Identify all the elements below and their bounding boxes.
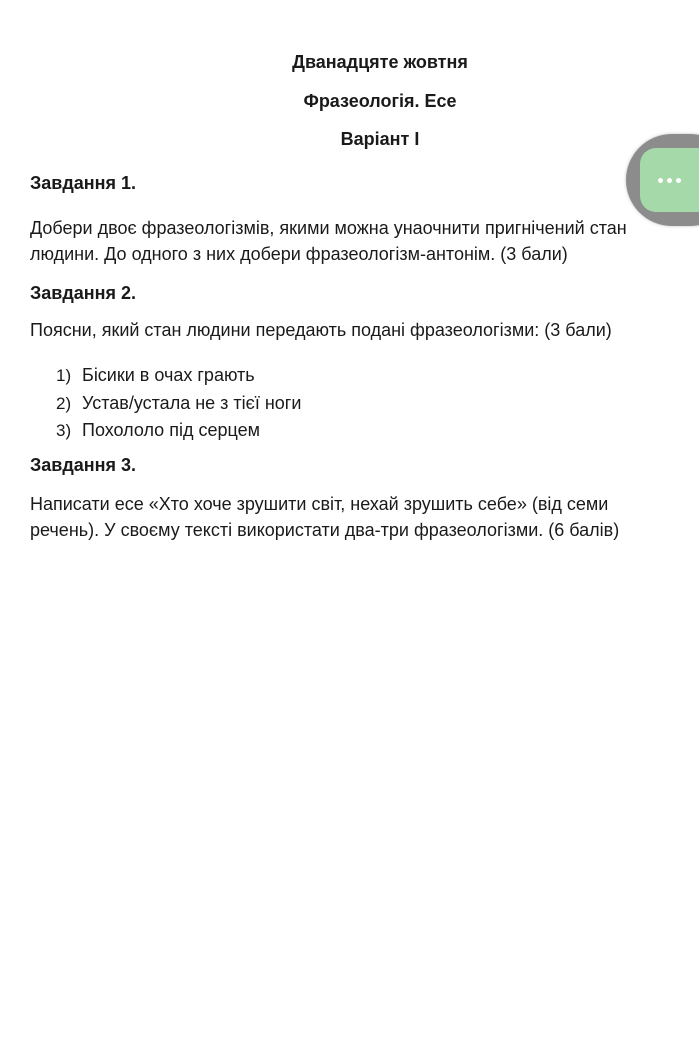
task-3-line-1: Написати есе «Хто хоче зрушити світ, нехай зрушить себе» (від семи	[30, 494, 609, 514]
task-2-heading: Завдання 2.	[30, 283, 137, 303]
list-item-number: 2)	[56, 393, 72, 413]
floating-menu-button[interactable]	[640, 148, 699, 212]
task-1-heading: Завдання 1.	[30, 173, 137, 193]
phraseology-list	[56, 362, 301, 445]
topic-title: Фразеологія. Есе	[303, 91, 457, 111]
task-3-line-2: речень). У своєму тексті використати два-три фразеологізми. (6 балів)	[30, 520, 620, 540]
task-2-line-1: Поясни, який стан людини передають подані фразеологізми: (3 бали)	[30, 320, 612, 340]
task-1-line-2: людини. До одного з них добери фразеологізм-антонім. (3 бали)	[30, 244, 568, 264]
task-1-line-1: Добери двоє фразеологізмів, якими можна унаочнити пригнічений стан	[30, 218, 627, 238]
more-dots-icon	[658, 178, 663, 183]
list-item-number: 3)	[56, 421, 72, 440]
variant-title: Варіант І	[340, 129, 420, 149]
list-item	[56, 362, 301, 390]
list-item-text: Бісики в очах грають	[82, 365, 255, 385]
more-dots-icon	[667, 178, 672, 183]
date-title: Дванадцяте жовтня	[292, 52, 468, 72]
list-item	[56, 417, 301, 445]
more-dots-icon	[676, 178, 681, 183]
task-3-heading: Завдання 3.	[30, 455, 137, 475]
list-item	[56, 390, 301, 418]
list-item-text: Похололо під серцем	[82, 420, 260, 440]
list-item-text: Устав/устала не з тієї ноги	[82, 392, 302, 413]
list-item-number: 1)	[56, 366, 72, 385]
